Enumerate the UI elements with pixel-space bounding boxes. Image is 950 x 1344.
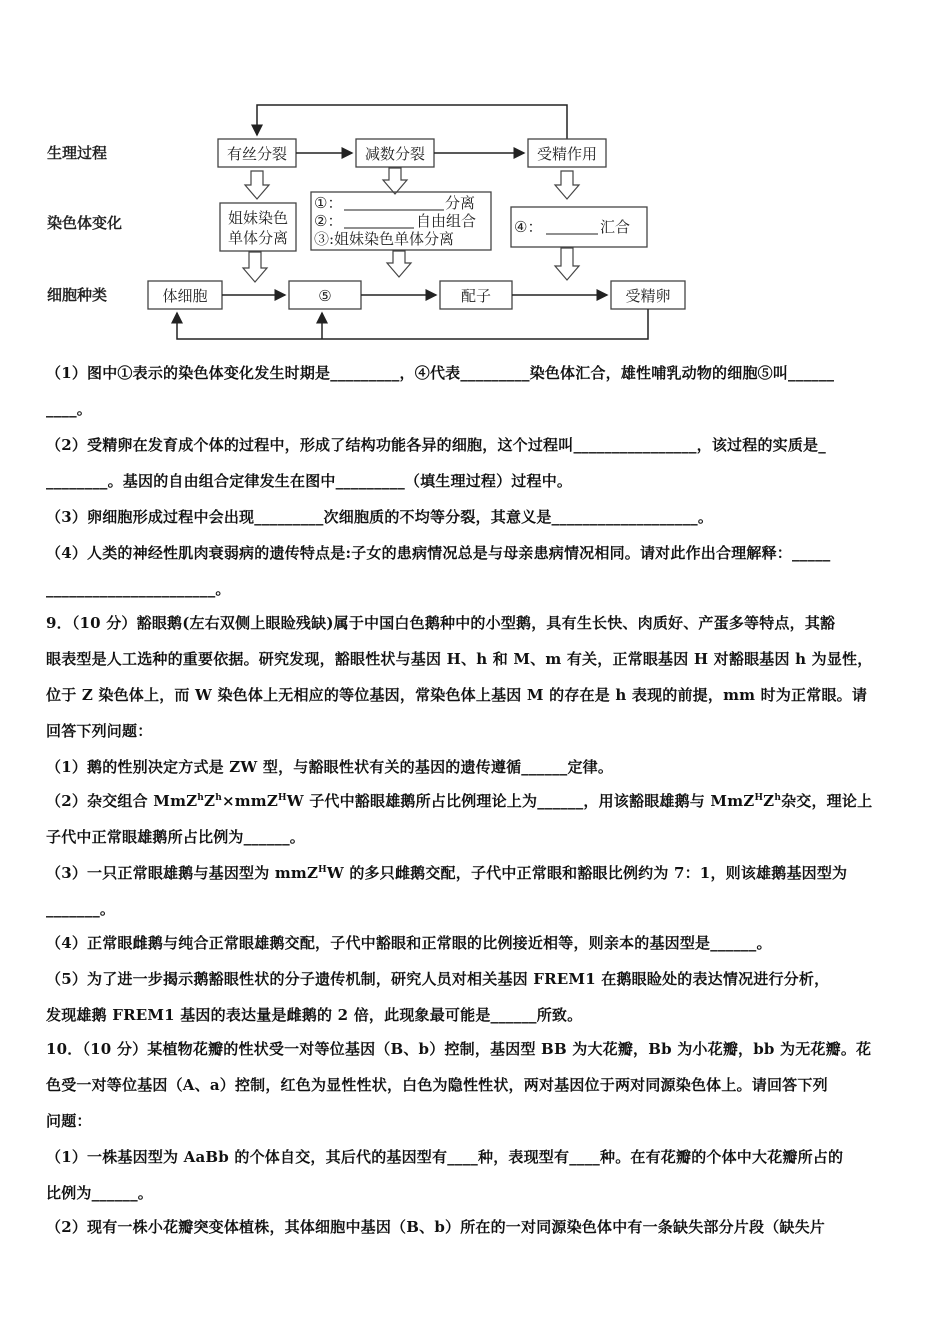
change-meiosis-1-prefix: ①：	[314, 194, 343, 212]
change-fertilization-suffix: 汇合	[600, 218, 631, 236]
q8-2-line2: ________。基因的自由组合定律发生在图中_________（填生理过程）过程中。	[46, 472, 573, 490]
q9-5-line2: 发现雄鹅 FREM1 基因的表达量是雌鹅的 2 倍，此现象最可能是______所致。	[46, 1006, 583, 1024]
q9-2-seg1: （2）杂交组合 MmZ	[46, 792, 198, 810]
q9-2-sup3: H	[278, 793, 287, 803]
q9-3-line2: _______。	[46, 900, 116, 918]
q9-3-sup1: H	[318, 865, 327, 875]
q8-2-line1: （2）受精卵在发育成个体的过程中，形成了结构功能各异的细胞，这个过程叫________________，该过程的实质是_	[46, 436, 826, 454]
q9-3-seg1: （3）一只正常眼雄鹅与基因型为 mmZ	[46, 864, 319, 882]
hollow-arrow-5	[387, 251, 411, 277]
q9-2-seg5: Z	[763, 792, 775, 810]
row-label-cell: 细胞种类	[47, 286, 108, 304]
q10-2-line1: （2）现有一株小花瓣突变体植株，其体细胞中基因（B、b）所在的一对同源染色体中有一条缺失部分片段（缺失片	[46, 1218, 826, 1236]
q9-3-seg2: W 的多只雌鹅交配，子代中正常眼和豁眼比例约为 7：1，则该雄鹅基因型为	[326, 864, 848, 882]
q9-2-line2: 子代中正常眼雄鹅所占比例为______。	[46, 828, 306, 846]
q8-1-line1: （1）图中①表示的染色体变化发生时期是_________，④代表_________染色体汇合，雄性哺乳动物的细胞⑤叫______	[46, 364, 835, 382]
hollow-arrow-1	[245, 171, 269, 199]
row-label-process: 生理过程	[47, 144, 108, 162]
change-meiosis-2-prefix: ②：	[314, 212, 343, 230]
q9-4-line1: （4）正常眼雌鹅与纯合正常眼雄鹅交配，子代中豁眼和正常眼的比例接近相等，则亲本的基因型是______。	[46, 934, 772, 952]
q9-2-seg6: 杂交，理论上	[781, 792, 873, 810]
q10-stem-line1: 10．（10 分）某植物花瓣的性状受一对等位基因（B、b）控制，基因型 BB 为大花瓣，Bb 为小花瓣，bb 为无花瓣。花	[46, 1040, 872, 1058]
q8-1-line2: ____。	[46, 400, 93, 418]
q9-3-line1	[46, 862, 847, 883]
q10-stem-line3: 问题：	[46, 1112, 92, 1130]
q10-1-line2: 比例为______。	[46, 1184, 154, 1202]
change-meiosis-2-suffix: 自由组合	[416, 212, 477, 230]
q9-stem-line1: 9．（10 分）豁眼鹅(左右双侧上眼睑残缺)属于中国白色鹅种中的小型鹅，具有生长快、肉质好、产蛋多等特点，其豁	[46, 614, 836, 632]
hollow-arrow-3	[555, 171, 579, 199]
process-diagram	[0, 95, 950, 345]
q9-2-seg2: Z	[204, 792, 216, 810]
q10-stem-line2: 色受一对等位基因（A、a）控制，红色为显性性状，白色为隐性性状，两对基因位于两对同源染色体上。请回答下列	[46, 1076, 828, 1094]
q9-2-sup5: h	[774, 793, 782, 803]
hollow-arrow-2	[383, 168, 407, 194]
change-fertilization-prefix: ④：	[514, 218, 543, 236]
cell-5-label: ⑤	[318, 287, 332, 305]
box-meiosis-label: 减数分裂	[364, 145, 426, 163]
change-mitosis-line1: 姐妹染色	[227, 209, 289, 227]
hollow-arrow-4	[243, 252, 267, 282]
q9-2-sup1: h	[197, 793, 205, 803]
q9-stem-line4: 回答下列问题：	[46, 722, 153, 740]
q8-4-line1: （4）人类的神经性肌肉衰弱病的遗传特点是:子女的患病情况总是与母亲患病情况相同。请对此作出合理解释：_____	[46, 544, 831, 562]
box-fertilization-label: 受精作用	[536, 145, 598, 163]
q9-2-sup2: h	[215, 793, 222, 803]
zygote-label: 受精卵	[625, 287, 671, 305]
q9-1-line1: （1）鹅的性别决定方式是 ZW 型，与豁眼性状有关的基因的遗传遵循______定律。	[46, 758, 614, 776]
q8-4-line2: ______________________。	[46, 580, 231, 598]
q9-stem-line2: 眼表型是人工选种的重要依据。研究发现，豁眼性状与基因 H、h 和 M、m 有关，正常眼基因 H 对豁眼基因 h 为显性，	[46, 650, 873, 668]
hollow-arrow-6	[555, 248, 579, 280]
loop-arrow-top	[257, 105, 567, 139]
q9-5-line1: （5）为了进一步揭示鹅豁眼性状的分子遗传机制，研究人员对相关基因 FREM1 在鹅眼睑处的表达情况进行分析，	[46, 970, 830, 988]
q9-2-sup4: H	[754, 793, 764, 803]
q9-2-line1	[46, 790, 872, 811]
row-label-chromosome: 染色体变化	[47, 214, 123, 232]
q8-3-line1: （3）卵细胞形成过程中会出现_________次细胞质的不均等分裂，其意义是___________________。	[46, 508, 714, 526]
q9-2-seg4: W 子代中豁眼雄鹅所占比例理论上为______，用该豁眼雄鹅与 MmZ	[286, 792, 755, 810]
gamete-label: 配子	[460, 287, 492, 305]
q9-stem-line3: 位于 Z 染色体上，而 W 染色体上无相应的等位基因，常染色体上基因 M 的存在是 h 表现的前提，mm 时为正常眼。请	[46, 686, 868, 704]
loop-arrow-bottom	[177, 309, 648, 339]
box-mitosis-label: 有丝分裂	[226, 145, 288, 163]
change-meiosis-3: ③:姐妹染色单体分离	[314, 230, 455, 248]
change-mitosis-line2: 单体分离	[227, 229, 289, 247]
q9-2-seg3: ×mmZ	[221, 792, 279, 810]
change-meiosis-1-suffix: 分离	[445, 194, 476, 212]
q10-1-line1: （1）一株基因型为 AaBb 的个体自交，其后代的基因型有____种，表现型有____种。在有花瓣的个体中大花瓣所占的	[46, 1148, 844, 1166]
somatic-cell-label: 体细胞	[162, 287, 208, 305]
